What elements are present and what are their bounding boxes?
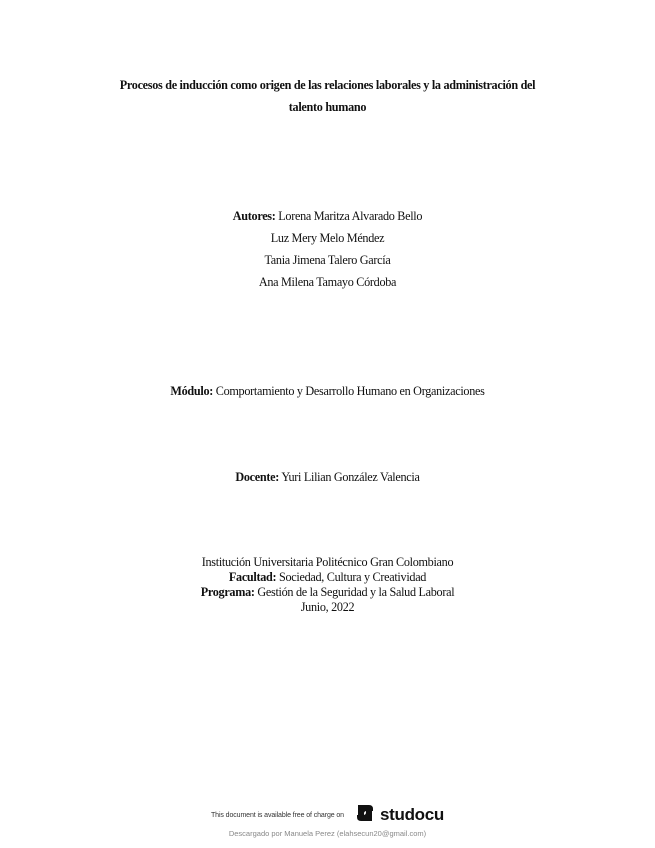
teacher-value: Yuri Lilian González Valencia	[281, 470, 420, 484]
program-value: Gestión de la Seguridad y la Salud Laboral	[257, 585, 455, 599]
title-line-1: Procesos de inducción como origen de las relaciones laborales y la administración del	[119, 78, 536, 92]
program-line	[0, 585, 655, 600]
document-date: Junio, 2022	[300, 600, 355, 614]
author-name: Ana Milena Tamayo Córdoba	[258, 275, 397, 289]
teacher-label: Docente:	[235, 470, 280, 484]
author-name: Luz Mery Melo Méndez	[270, 231, 385, 245]
faculty-value: Sociedad, Cultura y Creatividad	[279, 570, 427, 584]
title-line-2: talento humano	[288, 100, 367, 114]
module-label: Módulo:	[170, 384, 213, 398]
authors-label: Autores:	[232, 209, 276, 223]
program-label: Programa:	[200, 585, 255, 599]
module-block	[0, 380, 655, 402]
module-value: Comportamiento y Desarrollo Humano en Organizaciones	[215, 384, 485, 398]
downloaded-by-text: Descargado por Manuela Perez (elahsecun20@gmail.com)	[228, 829, 427, 838]
studocu-footer	[0, 802, 655, 828]
author-name: Tania Jimena Talero García	[264, 253, 391, 267]
authors-block	[0, 205, 655, 293]
author-name: Lorena Maritza Alvarado Bello	[278, 209, 423, 223]
institution-name: Institución Universitaria Politécnico Gran Colombiano	[201, 555, 454, 569]
teacher-block	[0, 466, 655, 488]
faculty-label: Facultad:	[228, 570, 277, 584]
studocu-logo-icon	[354, 802, 376, 829]
studocu-brand-name: studocu	[379, 805, 444, 824]
faculty-line	[0, 570, 655, 585]
availability-text: This document is available free of charge on	[211, 811, 344, 819]
institution-block	[0, 555, 655, 615]
document-title	[60, 74, 595, 118]
studocu-brand-link[interactable]	[354, 802, 444, 829]
